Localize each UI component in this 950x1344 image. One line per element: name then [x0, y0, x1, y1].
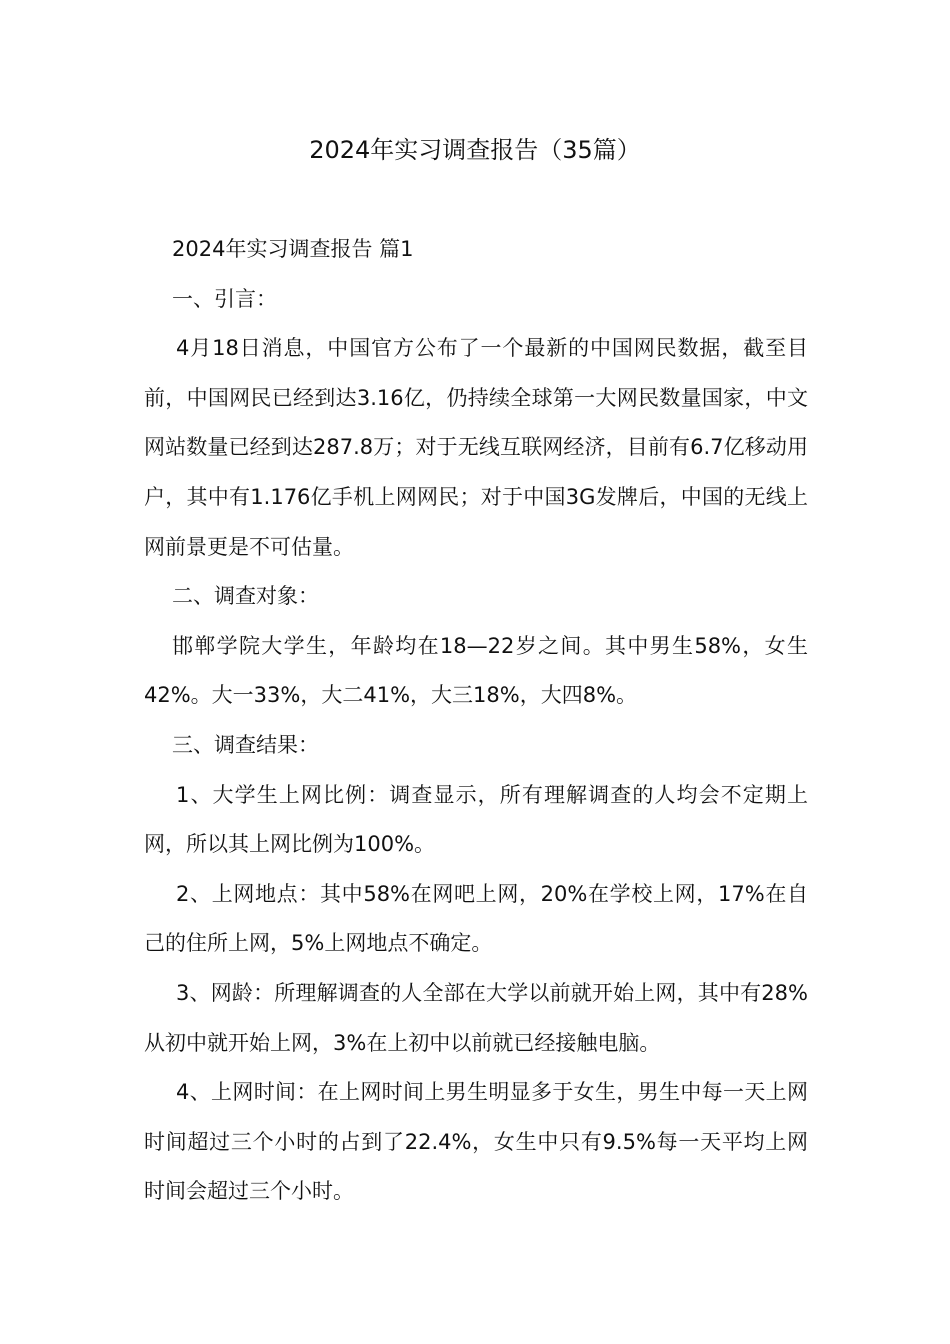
section-heading: 一、引言： — [172, 286, 277, 311]
paragraph: 3、网龄：所理解调查的人全部在大学以前就开始上网，其中有28%从初中就开始上网，3%在上初中以前就已经接触电脑。 — [144, 980, 808, 1055]
document-title: 2024年实习调查报告（35篇） — [309, 136, 641, 164]
paragraph: 4月18日消息，中国官方公布了一个最新的中国网民数据，截至目前，中国网民已经到达3.16亿，仍持续全球第一大网民数量国家，中文网站数量已经到达287.8万；对于无线互联网经济，目前有6.7亿移动用户，其中有1.176亿手机上网网民；对于中国3G发牌后，中国的无线上网前景更是不可估量。 — [144, 336, 808, 559]
document-body — [144, 225, 808, 1217]
paragraph: 1、大学生上网比例：调查显示，所有理解调查的人均会不定期上网，所以其上网比例为100%。 — [144, 782, 808, 857]
section-heading: 二、调查对象： — [172, 584, 319, 609]
paragraph: 邯郸学院大学生，年龄均在18—22岁之间。其中男生58%，女生42%。大一33%，大二41%，大三18%，大四8%。 — [144, 633, 808, 708]
paragraph: 2、上网地点：其中58%在网吧上网，20%在学校上网，17%在自己的住所上网，5%上网地点不确定。 — [144, 881, 808, 956]
section-heading: 2024年实习调查报告 篇1 — [172, 237, 414, 261]
paragraph: 4、上网时间：在上网时间上男生明显多于女生，男生中每一天上网时间超过三个小时的占到了22.4%，女生中只有9.5%每一天平均上网时间会超过三个小时。 — [144, 1080, 808, 1204]
section-heading: 三、调查结果： — [172, 732, 319, 757]
